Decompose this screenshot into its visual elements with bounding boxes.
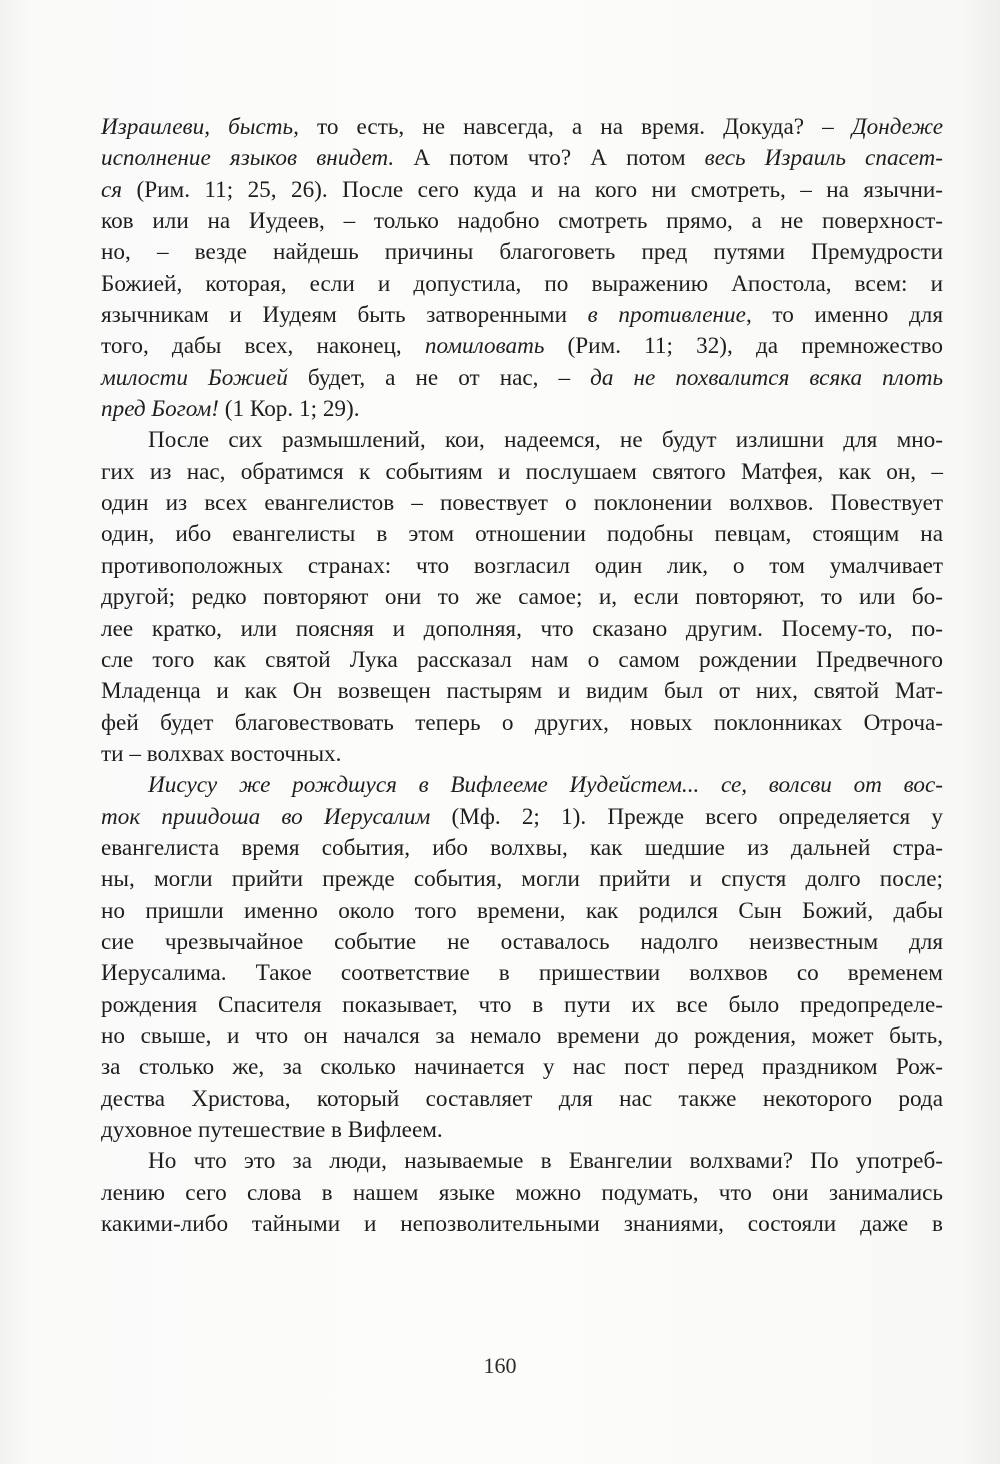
text-line	[101, 1178, 943, 1209]
text-line	[101, 645, 943, 676]
italic-segment: милости Божией	[101, 364, 288, 391]
text-segment: гих из нас, обратимся к событиям и послушаем святого Матфея, как он, –	[101, 458, 943, 485]
text-line	[101, 206, 943, 237]
text-segment: за столько же, за сколько начинается у нас пост перед праздником Рож-	[101, 1054, 943, 1081]
text-line	[101, 519, 943, 550]
text-line	[101, 425, 943, 456]
text-line	[101, 269, 943, 300]
italic-segment: помиловать	[424, 333, 545, 360]
text-line	[101, 237, 943, 268]
text-segment: , то именно для	[745, 302, 944, 329]
text-segment: но свыше, и что он начался за немало времени до рождения, может быть,	[101, 1022, 943, 1049]
text-line	[101, 112, 943, 143]
text-segment: один из всех евангелистов – повествует о поклонении волхвов. Повествует	[101, 490, 943, 517]
text-segment: лению сего слова в нашем языке можно подумать, что они занимались	[101, 1179, 943, 1206]
text-line	[101, 708, 943, 739]
italic-segment: Израилеви, бысть,	[101, 114, 299, 140]
text-line	[101, 363, 943, 394]
text-line	[101, 739, 943, 770]
text-segment: то есть, не навсегда, а на время. Докуда? –	[298, 114, 852, 140]
text-line	[101, 864, 943, 895]
text-segment: рождения Спасителя показывает, что в пути их все было предопределе-	[101, 991, 943, 1018]
text-line	[101, 676, 943, 707]
text-segment: (Рим. 11; 32), да премножество	[544, 333, 943, 360]
text-segment: А потом что? А потом	[394, 145, 705, 172]
text-segment: язычникам и Иудеям быть затворенными	[101, 302, 588, 329]
text-line	[101, 990, 943, 1021]
text-segment: дества Христова, который составляет для нас также некоторого рода	[101, 1085, 943, 1112]
italic-segment: Дондеже	[851, 114, 944, 140]
page-number: 160	[483, 1353, 517, 1378]
text-segment: Божией, которая, если и допустила, по выражению Апостола, всем: и	[101, 270, 943, 297]
italic-segment: весь Израиль спасет-	[704, 145, 943, 172]
italic-segment: ся	[101, 176, 123, 203]
text-segment: евангелиста время события, ибо волхвы, как шедшие из дальней стра-	[101, 834, 943, 861]
italic-segment: Иисусу же рождшуся в Вифлееме Иудейстем... се, волсви от вос-	[148, 772, 943, 799]
text-line	[101, 1052, 943, 1083]
text-segment: лее кратко, или поясняя и дополняя, что сказано другим. Посему-то, по-	[101, 615, 943, 642]
text-line	[101, 300, 943, 331]
text-segment: будет, а не от нас, –	[287, 364, 591, 391]
text-line	[101, 927, 943, 958]
paragraph-4	[101, 1146, 943, 1240]
text-line	[101, 958, 943, 989]
text-line	[101, 1115, 943, 1146]
text-line	[101, 770, 943, 801]
text-line	[101, 802, 943, 833]
text-line	[101, 394, 943, 425]
italic-segment: исполнение языков внидет.	[101, 145, 395, 172]
text-line	[101, 488, 943, 519]
text-segment: Иерусалима. Такое соответствие в пришествии волхвов со временем	[101, 960, 943, 987]
text-line	[101, 582, 943, 613]
text-segment: духовное путешествие в Вифлеем.	[101, 1117, 443, 1143]
text-line	[101, 175, 943, 206]
text-segment: сле того как святой Лука рассказал нам о самом рождении Предвечного	[101, 646, 943, 673]
text-segment: но пришли именно около того времени, как родился Сын Божий, дабы	[101, 897, 943, 924]
text-segment: фей будет благовествовать теперь о других, новых поклонниках Отроча-	[101, 709, 943, 736]
text-segment: (Мф. 2; 1). Прежде всего определяется у	[430, 803, 943, 830]
text-line	[101, 457, 943, 488]
text-segment: противоположных странах: что возгласил один лик, о том умалчивает	[101, 552, 943, 579]
body-text	[101, 112, 943, 1240]
italic-segment: в противление	[587, 302, 746, 329]
text-segment: сие чрезвычайное событие не оставалось надолго неизвестным для	[101, 928, 943, 955]
text-line	[101, 1209, 943, 1240]
text-segment: какими-либо тайными и непозволительными знаниями, состояли даже в	[101, 1211, 943, 1238]
text-segment: ков или на Иудеев, – только надобно смотреть прямо, а не поверхност-	[101, 208, 943, 235]
text-segment: один, ибо евангелисты в этом отношении подобны певцам, стоящим на	[101, 521, 943, 548]
paragraph-1	[101, 112, 943, 425]
italic-segment: ток приидоша во Иерусалим	[101, 803, 431, 830]
text-line	[101, 833, 943, 864]
text-line	[101, 331, 943, 362]
text-segment: того, дабы всех, наконец,	[101, 333, 425, 360]
text-line	[101, 1146, 943, 1177]
text-segment: После сих размышлений, кои, надеемся, не будут излишни для мно-	[148, 427, 943, 454]
italic-segment: да не похвалится всяка плоть	[590, 364, 943, 391]
italic-segment: пред Богом!	[101, 396, 219, 423]
text-segment: другой; редко повторяют они то же самое; и, если повторяют, то или бо-	[101, 584, 943, 611]
text-line	[101, 551, 943, 582]
text-line	[101, 1021, 943, 1052]
paragraph-3	[101, 770, 943, 1146]
text-segment: (1 Кор. 1; 29).	[218, 396, 360, 423]
paragraph-2	[101, 425, 943, 770]
text-segment: (Рим. 11; 25, 26). После сего куда и на кого ни смотреть, – на язычни-	[122, 176, 943, 203]
text-segment: ны, могли прийти прежде события, могли прийти и спустя долго после;	[101, 866, 943, 893]
text-line	[101, 143, 943, 174]
text-line	[101, 614, 943, 645]
text-segment: Младенца и как Он возвещен пастырям и видим был от них, святой Мат-	[101, 678, 943, 705]
text-line	[101, 1084, 943, 1115]
text-segment: ти – волхвах восточных.	[101, 740, 342, 767]
text-line	[101, 896, 943, 927]
text-segment: Но что это за люди, называемые в Евангелии волхвами? По употреб-	[148, 1148, 943, 1175]
text-segment: но, – везде найдешь причины благоговеть пред путями Премудрости	[101, 239, 943, 266]
